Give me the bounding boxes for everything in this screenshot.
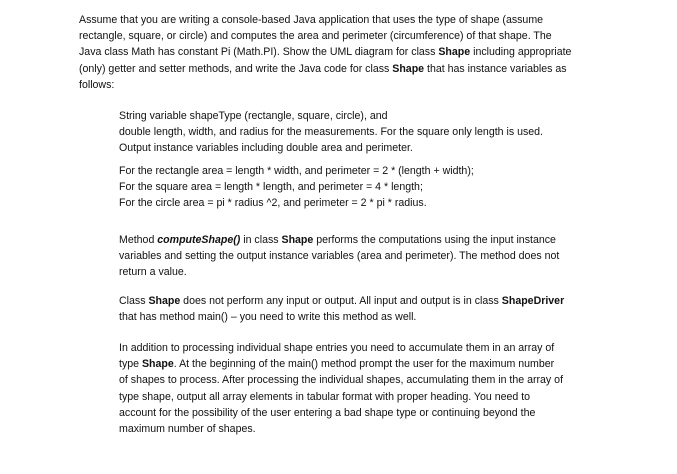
array-line-2: type Shape. At the beginning of the main() method prompt the user for the maximum number [119, 358, 555, 371]
intro-line-4: (only) getter and setter methods, and write the Java code for class Shape that has instance variables as [79, 62, 567, 75]
method-line-2: variables and setting the output instance variables (area and perimeter). The method does not [119, 250, 560, 263]
method-paragraph [119, 232, 639, 281]
array-line-5: account for the possibility of the user entering a bad shape type or continuing beyond the [119, 406, 536, 419]
method-name: computeShape() [157, 234, 241, 246]
shape-class-name: Shape [438, 46, 471, 59]
formulas-paragraph [119, 163, 639, 212]
array-line-4: type shape, output all array elements in tabular format with proper heading. You need to [119, 390, 531, 403]
square-formula: For the square area = length * length, and perimeter = 4 * length; [119, 181, 423, 194]
variables-line-3: Output instance variables including double area and perimeter. [119, 142, 413, 155]
array-line-3: of shapes to process. After processing the individual shapes, accumulating them in the array of [119, 374, 564, 387]
method-line-1: Method computeShape() in class Shape performs the computations using the input instance [119, 234, 556, 246]
shape-class-name: Shape [281, 234, 314, 246]
rectangle-formula: For the rectangle area = length * width, and perimeter = 2 * (length + width); [119, 165, 474, 177]
driver-class-name: ShapeDriver [501, 295, 565, 307]
intro-paragraph [79, 12, 639, 93]
variables-paragraph [119, 108, 639, 157]
intro-line-1: Assume that you are writing a console-based Java application that uses the type of shape (assume [79, 14, 544, 26]
io-line-2: that has method main() – you need to write this method as well. [119, 311, 417, 324]
intro-line-2: rectangle, square, or circle) and computes the area and perimeter (circumference) of that shape. The [79, 30, 552, 43]
circle-formula: For the circle area = pi * radius ^2, and perimeter = 2 * pi * radius. [119, 197, 427, 210]
array-line-1: In addition to processing individual shape entries you need to accumulate them in an array of [119, 342, 555, 354]
shape-class-name: Shape [141, 358, 174, 371]
intro-line-3: Java class Math has constant Pi (Math.PI). Show the UML diagram for class Shape including appropriate [79, 46, 572, 59]
array-paragraph [119, 340, 639, 437]
method-line-3: return a value. [119, 266, 187, 279]
shape-class-name: Shape [148, 295, 181, 307]
variables-line-1: String variable shapeType (rectangle, square, circle), and [119, 110, 388, 122]
io-line-1: Class Shape does not perform any input or output. All input and output is in class ShapeDriver [119, 295, 565, 307]
variables-line-2: double length, width, and radius for the measurements. For the square only length is used. [119, 126, 543, 139]
intro-line-5: follows: [79, 78, 115, 91]
io-paragraph [119, 293, 639, 325]
shape-class-name: Shape [392, 62, 425, 75]
array-line-6: maximum number of shapes. [119, 423, 256, 436]
